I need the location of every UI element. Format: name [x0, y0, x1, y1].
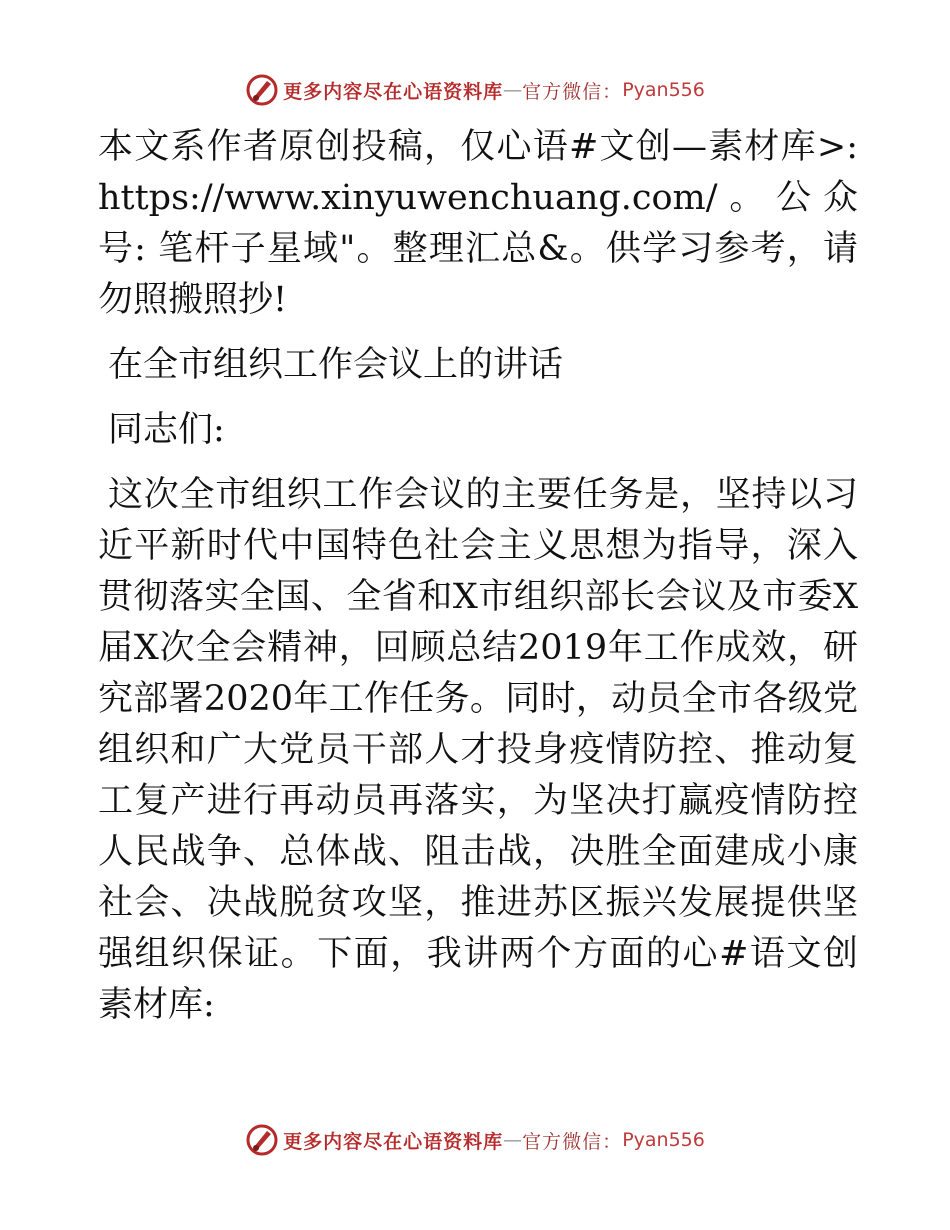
- banner-title: 更多内容尽在心语资料库: [283, 1130, 504, 1153]
- banner-separator: —: [503, 1129, 523, 1151]
- document-title: 在全市组织工作会议上的讲话: [108, 345, 564, 385]
- banner-wechat-id: Pyan556: [622, 1129, 705, 1151]
- footer-banner: [0, 1120, 950, 1160]
- header-banner: [0, 70, 950, 110]
- banner-wechat-id: Pyan556: [622, 79, 705, 101]
- brush-seal-icon: [245, 73, 279, 107]
- copyright-notice: 本文系作者原创投稿，仅心语#文创—素材库>: https://www.xinyuwenchuang.com/。公众号: 笔杆子星域"。整理汇总&。供学习参考，请勿照搬照抄!: [98, 127, 858, 320]
- brush-seal-icon: [245, 1123, 279, 1157]
- body-paragraph: 这次全市组织工作会议的主要任务是，坚持以习近平新时代中国特色社会主义思想为指导，深入贯彻落实全国、全省和X市组织部长会议及市委X届X次全会精神，回顾总结2019年工作成效，研究部署2020年工作任务。同时，动员全市各级党组织和广大党员干部人才投身疫情防控、推动复工复产进行再动员再落实，为坚决打赢疫情防控人民战争、总体战、阻击战，决胜全面建成小康社会、决战脱贫攻坚，推进苏区振兴发展提供坚强组织保证。下面，我讲两个方面的心#语文创素材库:: [98, 475, 858, 1025]
- banner-wechat-label: 官方微信：: [522, 1130, 623, 1153]
- salutation: 同志们:: [108, 410, 225, 450]
- document-body: [98, 122, 858, 1045]
- banner-separator: —: [503, 79, 523, 101]
- banner-title: 更多内容尽在心语资料库: [283, 80, 504, 103]
- banner-wechat-label: 官方微信：: [522, 80, 623, 103]
